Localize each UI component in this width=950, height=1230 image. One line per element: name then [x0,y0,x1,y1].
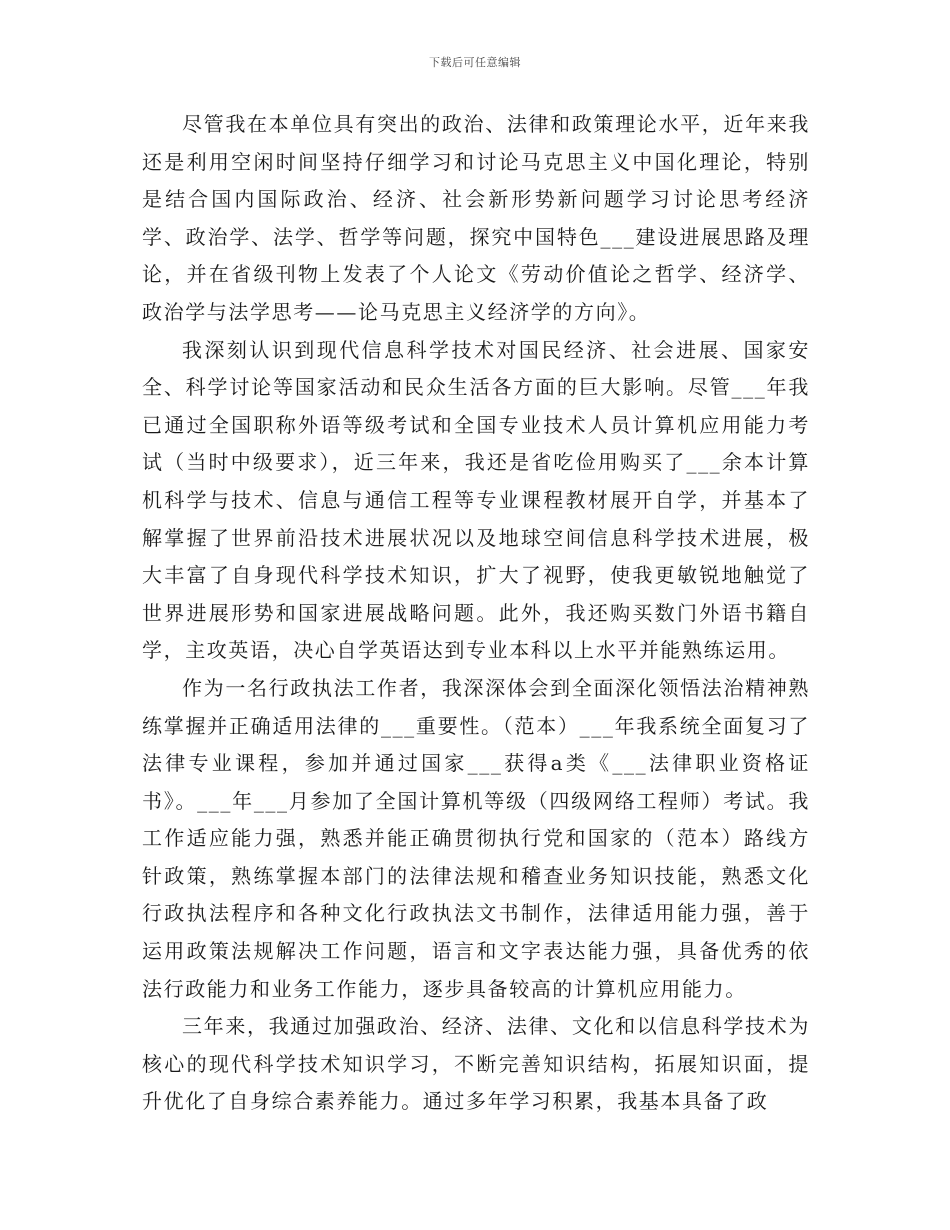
paragraph-theory-study: 尽管我在本单位具有突出的政治、法律和政策理论水平，近年来我还是利用空闲时间坚持仔细学习和讨论马克思主义中国化理论，特别是结合国内国际政治、经济、社会新形势新问题学习讨论思考经济学、政治学、法学、哲学等问题，探究中国特色___建设进展思路及理论，并在省级刊物上发表了个人论文《劳动价值论之哲学、经济学、政治学与法学思考——论马克思主义经济学的方向》。 [142,112,810,324]
paragraph-technology-study: 我深刻认识到现代信息科学技术对国民经济、社会进展、国家安全、科学讨论等国家活动和民众生活各方面的巨大影响。尽管___年我已通过全国职称外语等级考试和全国专业技术人员计算机应用能力考试（当时中级要求），近三年来，我还是省吃俭用购买了___余本计算机科学与技术、信息与通信工程等专业课程教材展开自学，并基本了解掌握了世界前沿技术进展状况以及地球空间信息科学技术进展，极大丰富了自身现代科学技术知识，扩大了视野，使我更敏锐地触觉了世界进展形势和国家进展战略问题。此外，我还购买数门外语书籍自学，主攻英语，决心自学英语达到专业本科以上水平并能熟练运用。 [142,337,810,663]
page-header: 下载后可任意编辑 [429,56,521,69]
paragraph-three-years: 三年来，我通过加强政治、经济、法律、文化和以信息科学技术为核心的现代科学技术知识学习，不断完善知识结构，拓展知识面，提升优化了自身综合素养能力。通过多年学习积累，我基本具备了政 [142,1014,810,1114]
document-body [142,106,810,1121]
paragraph-law-enforcement: 作为一名行政执法工作者，我深深体会到全面深化领悟法治精神熟练掌握并正确适用法律的___重要性。（范本）___年我系统全面复习了法律专业课程，参加并通过国家___获得a类《___法律职业资格证书》。___年___月参加了全国计算机等级（四级网络工程师）考试。我工作适应能力强，熟悉并能正确贯彻执行党和国家的（范本）路线方针政策，熟练掌握本部门的法律法规和稽查业务知识技能，熟悉文化行政执法程序和各种文化行政执法文书制作，法律适用能力强，善于运用政策法规解决工作问题，语言和文字表达能力强，具备优秀的依法行政能力和业务工作能力，逐步具备较高的计算机应用能力。 [142,675,810,1001]
